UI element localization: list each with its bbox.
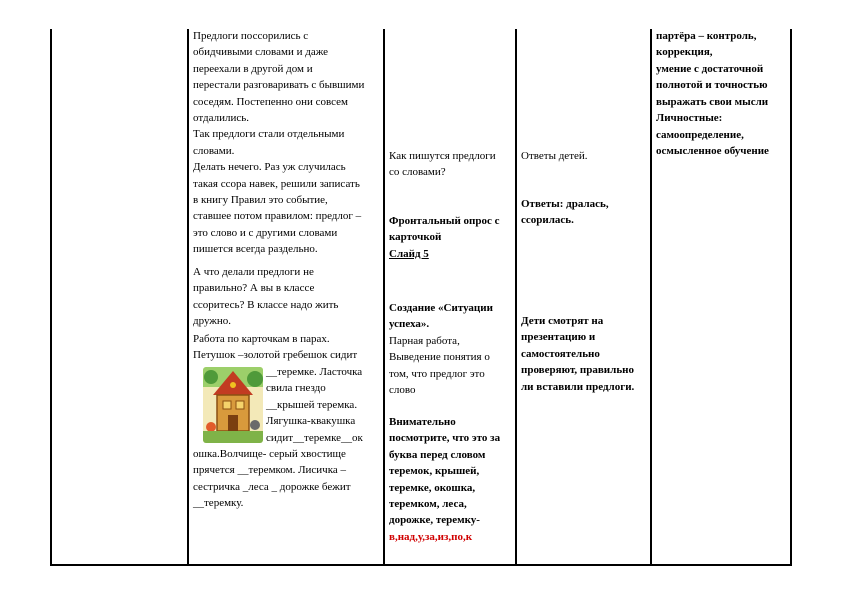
answers-detail: Ответы: дралась, ссорилась. <box>521 198 609 227</box>
table-border-right <box>790 29 792 566</box>
pair-work: Парная работа, Выведение понятия о том, что предлог это слово <box>389 335 490 397</box>
task-intro: Работа по карточкам в парах. Петушок –золотой гребешок сидит <box>193 333 358 362</box>
teacher-question: Как пишутся предлоги со словами? <box>389 150 496 179</box>
table-border-left <box>50 29 52 566</box>
children-answers: Ответы детей. <box>521 150 588 162</box>
personal-heading: Личностные: <box>656 112 723 124</box>
table-border-col2 <box>383 29 385 566</box>
table-border-bottom <box>50 564 792 566</box>
table-border-col3 <box>515 29 517 566</box>
attention-prompt: Внимательно посмотрите, что это за буква перед словом теремок, крышей, теремке, окошка, теремком, леса, дорожке, теремку- <box>389 416 501 527</box>
success-situation: Создание «Ситуации успеха». <box>389 302 493 331</box>
communicative-skills: партёра – контроль, коррекция, умение с достаточной полнотой и точностью выражать свои мысли <box>656 30 769 108</box>
table-border-col4 <box>650 29 652 566</box>
personal-skills: самоопределение, осмысленное обучение <box>656 129 769 158</box>
frontal-survey: Фронтальный опрос с карточкой <box>389 215 500 244</box>
story-paragraph-1: Предлоги поссорились с обидчивыми словами и даже переехали в другой дом и перестали разговаривать с бывшими соседям. Постепенно они совсем отдалились. Так предлоги стали отдельными словами. Делать нечего. Раз уж случилась такая ссора навек, решили записать в книгу Правил это событие, ставшее потом правилом: предлог – это слово и с другими словами пишется всегда раздельно. <box>193 30 365 256</box>
table-border-col1 <box>187 29 189 566</box>
prepositions-answer: в,над,у,за,из,по,к <box>389 531 473 543</box>
slide-label: Слайд 5 <box>389 248 429 260</box>
story-paragraph-2: А что делали предлоги не правильно? А вы в классе ссоритесь? В классе надо жить дружно. <box>193 266 339 328</box>
task-sentences-continued: ошка.Волчище- серый хвостище прячется __теремком. Лисичка – сестричка _леса _ дорожке бежит __теремку. <box>193 448 351 510</box>
children-check: Дети смотрят на презентацию и самостоятельно проверяют, правильно ли вставили предлоги. <box>521 315 635 393</box>
task-sentences: __теремке. Ласточка свила гнездо __крышей теремка. Лягушка-квакушка сидит__теремке__ок <box>266 366 363 444</box>
teremok-illustration <box>203 367 263 443</box>
teremok-picture-icon <box>203 367 263 443</box>
